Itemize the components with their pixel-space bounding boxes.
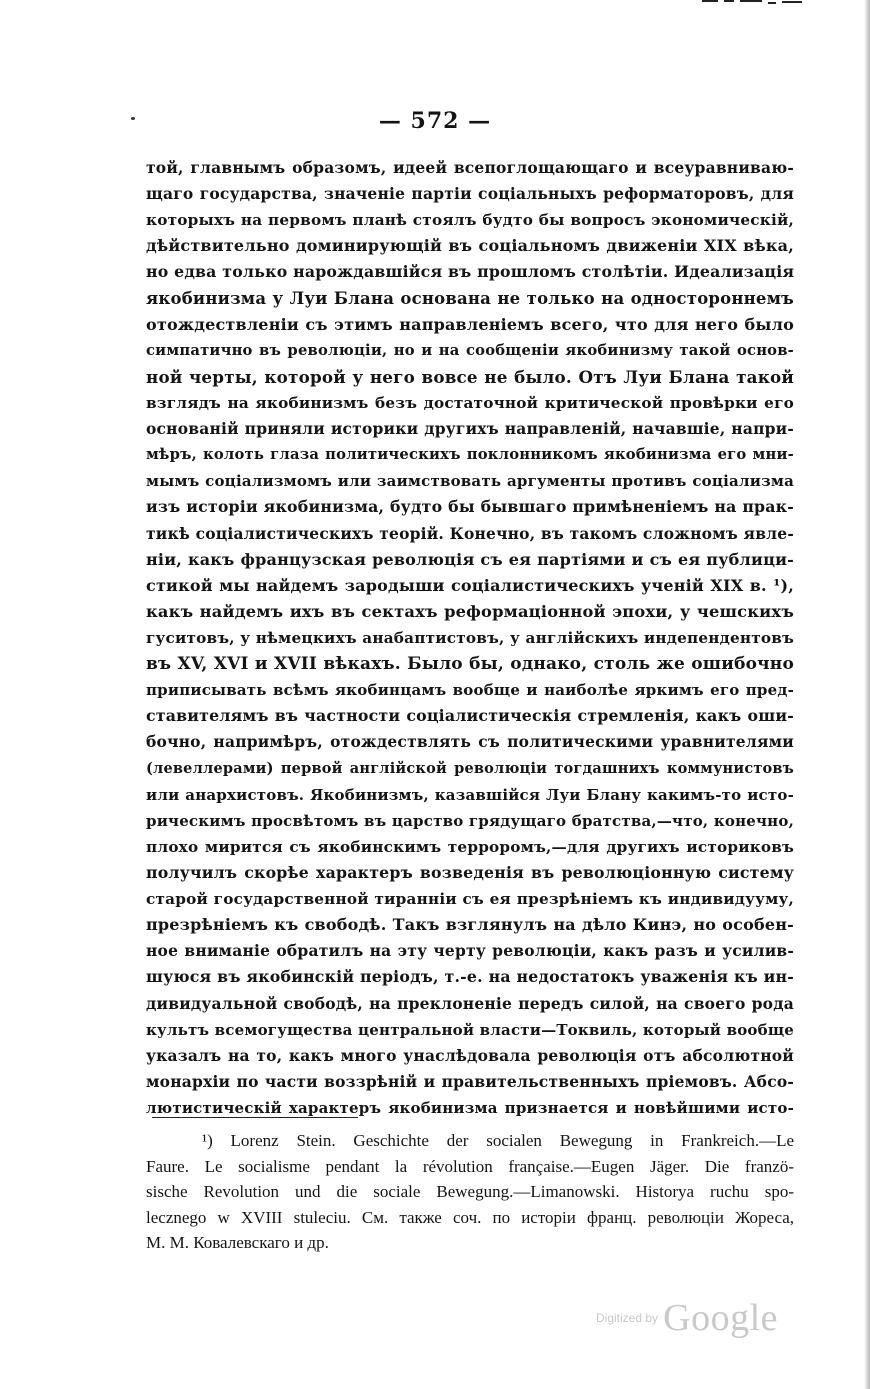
body-text-line: ставителямъ въ частности соціалистическія стремленія, какъ оши-: [146, 706, 794, 726]
footnote-line: М. М. Ковалевскаго и др.: [146, 1233, 329, 1252]
body-text-line: гуситовъ, у нѣмецкихъ анабаптистовъ, у англійскихъ индепендентовъ: [146, 628, 794, 647]
body-text-line: щаго государства, значеніе партіи соціальныхъ реформаторовъ, для: [146, 184, 794, 204]
footnote-divider: [152, 1117, 358, 1118]
body-text-line: той, главнымъ образомъ, идеей всепоглощающаго и всеуравниваю-: [146, 158, 794, 177]
body-text-line: плохо мирится съ якобинскимъ терроромъ,—для другихъ историковъ: [146, 837, 794, 856]
body-text: [146, 155, 794, 1121]
body-text-line: или анархистовъ. Якобинизмъ, казавшійся Луи Блану какимъ-то исто-: [146, 785, 794, 804]
body-text-line: основаній приняли историки другихъ направленій, начавшіе, напри-: [146, 419, 794, 439]
body-text-line: изъ исторіи якобинизма, будто бы бывшаго примѣненіемъ на прак-: [146, 497, 794, 517]
google-logo: Google: [663, 1297, 778, 1339]
body-text-line: презрѣніемъ къ свободѣ. Такъ взглянулъ на дѣло Кинэ, но особен-: [146, 915, 794, 935]
body-text-line: якобинизма у Луи Блана основана не только на одностороннемъ: [146, 288, 794, 308]
body-text-line: какъ найдемъ ихъ въ сектахъ реформаціонной эпохи, у чешскихъ: [146, 601, 794, 621]
footnote-line: ¹) Lorenz Stein. Geschichte der socialen Bewegung in Frankreich.—Le: [202, 1131, 794, 1150]
body-text-line: стикой мы найдемъ зародыши соціалистическихъ ученій XIX в. ¹),: [146, 575, 794, 595]
body-text-line: ной черты, которой у него вовсе не было. Отъ Луи Блана такой: [146, 366, 794, 387]
body-text-line: рическимъ просвѣтомъ въ царство грядущаго братства,—что, конечно,: [146, 811, 794, 830]
body-text-line: указалъ на то, какъ много унаслѣдовала революція отъ абсолютной: [146, 1045, 794, 1065]
body-text-line: (левеллерами) первой англійской революціи тогдашнихъ коммунистовъ: [146, 759, 794, 777]
footnotes: [146, 1128, 794, 1256]
scan-page-edge: [864, 0, 870, 1389]
body-text-line: мѣръ, колоть глаза политическихъ поклонникомъ якобинизма его мни-: [146, 446, 794, 464]
body-text-line: ніи, какъ французская революція съ ея партіями и съ ея публици-: [146, 549, 794, 569]
scan-edge-marks: [700, 0, 806, 8]
body-text-line: симпатично въ революціи, но и на сообщеніи якобинизму такой основ-: [146, 341, 794, 359]
body-text-line: мымъ соціализмомъ или заимствовать аргументы противъ соціализма: [146, 472, 794, 491]
body-text-line: отождествленіи съ этимъ направленіемъ всего, что для него было: [146, 314, 794, 334]
body-text-line: бочно, напримѣръ, отождествлять съ политическими уравнителями: [146, 732, 794, 752]
footnote-line: lecznego w XVIII stuleciu. См. также соч. по исторіи франц. революціи Жореса,: [146, 1207, 794, 1227]
body-text-line: въ XV, XVI и XVII вѣкахъ. Было бы, однако, столь же ошибочно: [146, 654, 794, 675]
body-text-line: получилъ скорѣе характеръ возведенія въ революціонную систему: [146, 862, 794, 882]
body-text-line: шуюся въ якобинскій періодъ, т.-е. на недостатокъ уваженія къ ин-: [146, 967, 794, 987]
page-number: — 572 —: [378, 108, 492, 134]
body-text-line: ное вниманіе обратилъ на эту черту революціи, какъ разъ и усилив-: [146, 941, 794, 961]
footnote-line: Faure. Le socialisme pendant la révolution française.—Eugen Jäger. Die franzö-: [146, 1156, 794, 1176]
body-text-line: монархіи по части воззрѣній и правительственныхъ пріемовъ. Абсо-: [146, 1071, 794, 1091]
body-text-line: культъ всемогущества центральной власти—Токвиль, который вообще: [146, 1020, 794, 1039]
body-text-line: дивидуальной свободѣ, на преклоненіе передъ силой, на своего рода: [146, 993, 794, 1013]
body-text-line: старой государственной тиранніи съ ея презрѣніемъ къ индивидууму,: [146, 890, 794, 909]
body-text-line: но едва только нарождавшійся въ прошломъ столѣтіи. Идеализація: [146, 262, 795, 282]
digitized-by-google-watermark: [596, 1296, 778, 1339]
footnote-line: sische Revolution und die sociale Bewegung.—Limanowski. Historya ruchu spo-: [146, 1182, 794, 1201]
body-text-line: дѣйствительно доминирующій въ соціальномъ движеніи XIX вѣка,: [146, 236, 794, 256]
body-text-line: которыхъ на первомъ планѣ стоялъ будто бы вопросъ экономическій,: [146, 211, 794, 230]
body-text-line: приписывать всѣмъ якобинцамъ вообще и наиболѣе яркимъ его пред-: [146, 681, 794, 700]
body-text-line: тикѣ соціалистическихъ теорій. Конечно, въ такомъ сложномъ явле-: [146, 523, 794, 543]
body-text-line: лютистическій характеръ якобинизма признается и новѣйшими исто-: [146, 1098, 794, 1117]
body-text-line: взглядъ на якобинизмъ безъ достаточной критической провѣрки его: [146, 393, 794, 412]
watermark-prefix: Digitized by: [596, 1311, 659, 1325]
